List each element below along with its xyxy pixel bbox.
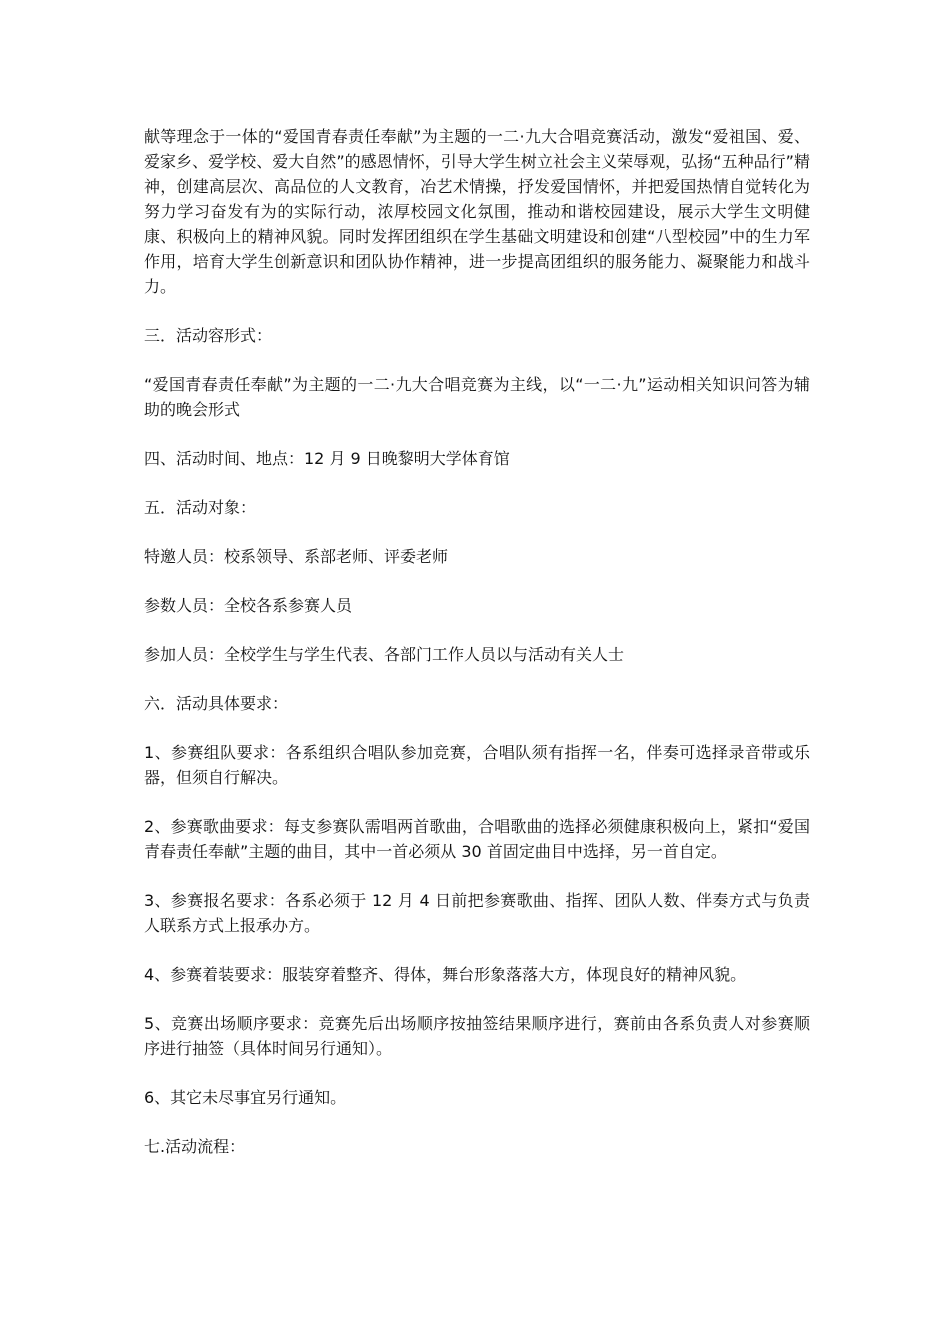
heading-activity-format: 三．活动容形式： <box>144 326 273 345</box>
paragraph-activity-format: “爱国青春责任奉献”为主题的一二·九大合唱竞赛为主线，以“一二·九”运动相关知识问答为辅助的晚会形式 <box>144 375 810 419</box>
requirement-order: 5、竞赛出场顺序要求：竞赛先后出场顺序按抽签结果顺序进行，赛前由各系负责人对参赛顺序进行抽签（具体时间另行通知）。 <box>144 1014 810 1058</box>
requirement-team: 1、参赛组队要求：各系组织合唱队参加竞赛，合唱队须有指挥一名，伴奏可选择录音带或乐器，但须自行解决。 <box>144 743 810 787</box>
paragraph-purpose: 献等理念于一体的“爱国青春责任奉献”为主题的一二·九大合唱竞赛活动，激发“爱祖国、爱、爱家乡、爱学校、爱大自然”的感恩情怀，引导大学生树立社会主义荣辱观，弘扬“五种品行”精神，创建高层次、高品位的人文教育，冶艺术情操，抒发爱国情怀，并把爱国热情自觉转化为努力学习奋发有为的实际行动，浓厚校园文化氛围，推动和谐校园建设，展示大学生文明健康、积极向上的精神风貌。同时发挥团组织在学生基础文明建设和创建“八型校园”中的生力军作用，培育大学生创新意识和团队协作精神，进一步提高团组织的服务能力、凝聚能力和战斗力。 <box>144 127 810 296</box>
requirement-attire: 4、参赛着装要求：服装穿着整齐、得体，舞台形象落落大方，体现良好的精神风貌。 <box>144 965 747 984</box>
paragraph-attendees: 参加人员：全校学生与学生代表、各部门工作人员以与活动有关人士 <box>144 645 625 664</box>
heading-requirements: 六．活动具体要求： <box>144 694 289 713</box>
paragraph-special-guests: 特邀人员：校系领导、系部老师、评委老师 <box>144 547 449 566</box>
document-page <box>144 124 810 1183</box>
heading-process: 七.活动流程： <box>144 1137 246 1156</box>
heading-time-location: 四、活动时间、地点：12 月 9 日晚黎明大学体育馆 <box>144 449 510 468</box>
requirement-registration: 3、参赛报名要求：各系必须于 12 月 4 日前把参赛歌曲、指挥、团队人数、伴奏方式与负责人联系方式上报承办方。 <box>144 891 810 935</box>
requirement-songs: 2、参赛歌曲要求：每支参赛队需唱两首歌曲，合唱歌曲的选择必须健康积极向上，紧扣“爱国青春责任奉献”主题的曲目，其中一首必须从 30 首固定曲目中选择，另一首自定。 <box>144 817 810 861</box>
requirement-other: 6、其它未尽事宜另行通知。 <box>144 1088 347 1107</box>
paragraph-competitors: 参数人员：全校各系参赛人员 <box>144 596 353 615</box>
heading-participants: 五．活动对象： <box>144 498 257 517</box>
